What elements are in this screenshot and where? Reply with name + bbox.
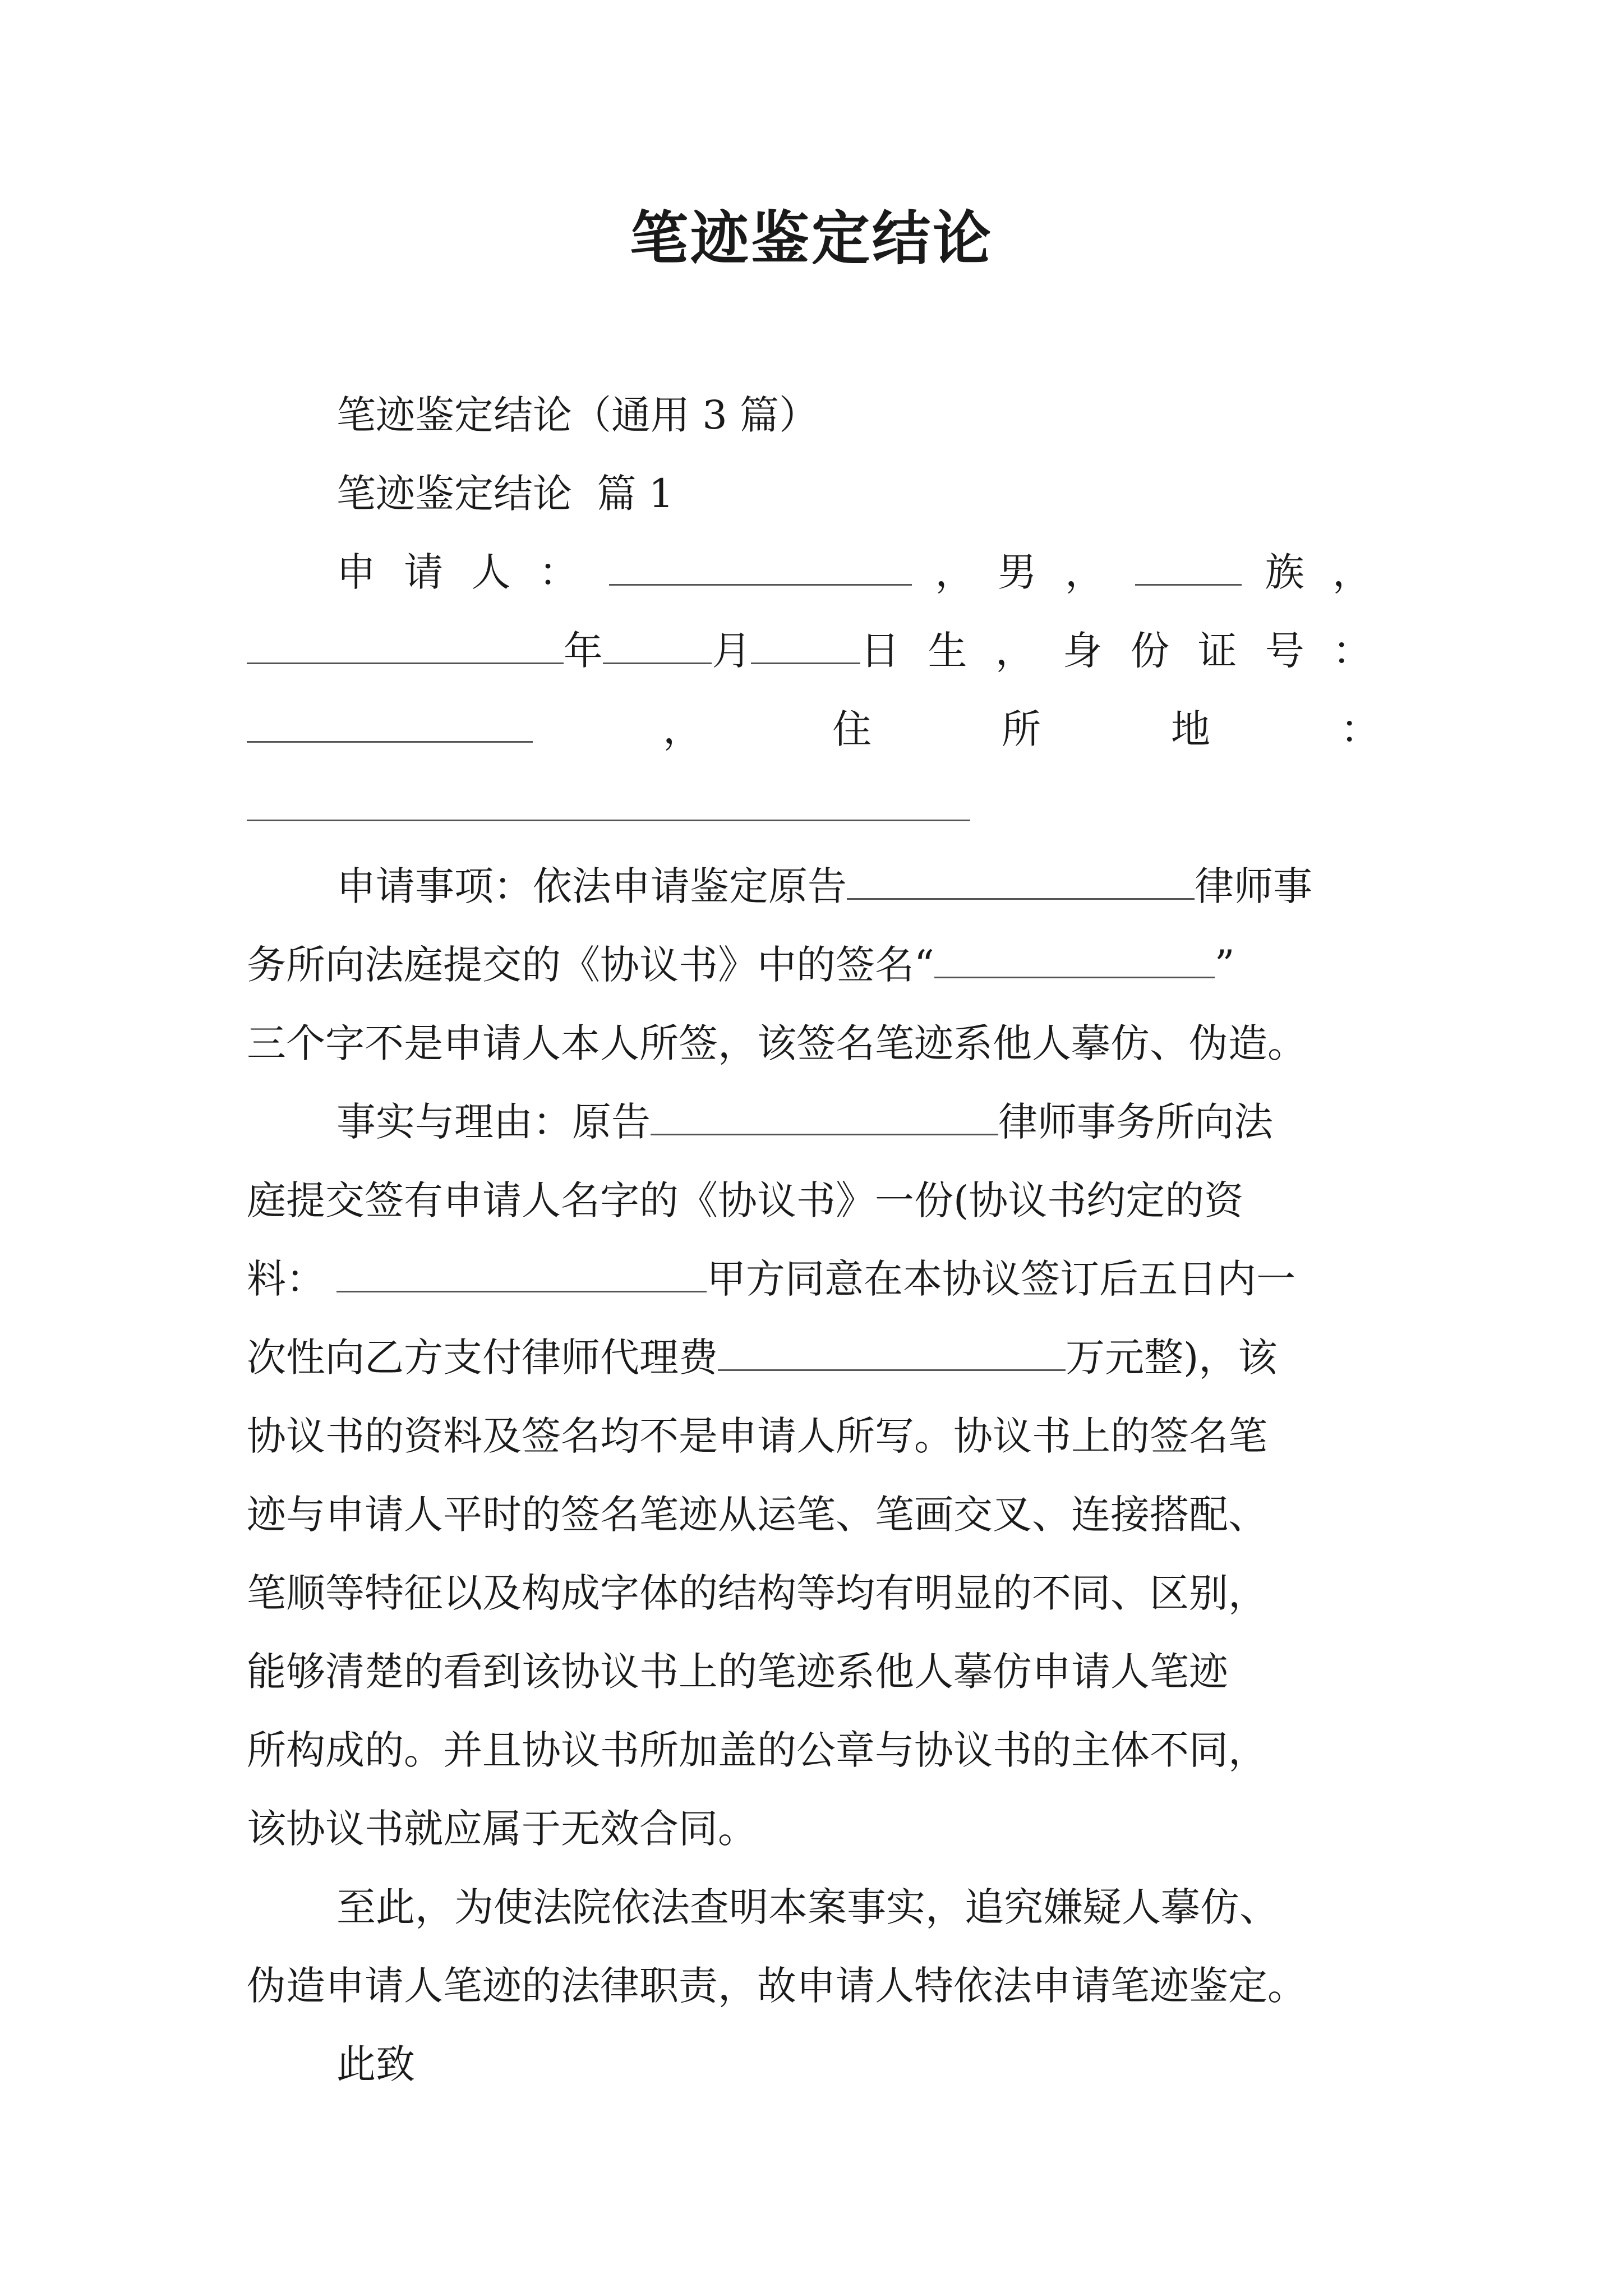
facts-text: 甲方同意在本协议签订后五日内一	[707, 1256, 1295, 1302]
facts-line-7: 笔顺等特征以及构成字体的结构等均有明显的不同、区别，	[247, 1570, 1267, 1616]
document-body	[247, 376, 1380, 2104]
request-text: 务所向法庭提交的《协议书》中的签名“	[247, 942, 934, 988]
request-line-1	[247, 847, 1380, 926]
facts-line-4	[247, 1318, 1380, 1397]
address-di: 地	[1171, 706, 1210, 752]
subtitle: 笔迹鉴定结论（通用 3 篇）	[336, 392, 819, 438]
applicant-label: 申 请 人 ：	[336, 549, 586, 595]
facts-text: 万元整)，该	[1066, 1335, 1278, 1381]
year-blank	[247, 623, 564, 664]
month-blank	[603, 623, 712, 664]
facts-text: 料：	[247, 1256, 325, 1302]
facts-line-5: 协议书的资料及签名均不是申请人所写。协议书上的签名笔	[247, 1413, 1267, 1459]
applicant-line	[247, 533, 1380, 611]
conclusion-line-2: 伪造申请人笔迹的法律职责，故申请人特依法申请笔迹鉴定。	[247, 1963, 1307, 2009]
gender-text: 男 ，	[997, 549, 1113, 595]
firm-blank	[847, 859, 1195, 900]
birth-id-text: 日 生 ， 身 份 证 号 ：	[860, 628, 1380, 674]
ethnic-text: 族 ，	[1265, 549, 1380, 595]
facts-line-10: 该协议书就应属于无效合同。	[247, 1806, 757, 1852]
birth-line	[247, 611, 1380, 690]
facts-text: 次性向乙方支付律师代理费	[247, 1335, 718, 1381]
address-comma: ，	[663, 706, 702, 752]
address-line	[247, 690, 1380, 769]
document-title: 笔迹鉴定结论	[629, 204, 993, 273]
request-line-2	[247, 926, 1380, 1004]
month-text: 月	[712, 628, 751, 674]
id-number-blank	[247, 702, 533, 743]
firm-blank-2	[651, 1094, 998, 1135]
facts-line-6: 迹与申请人平时的签名笔迹从运笔、笔画交叉、连接搭配、	[247, 1492, 1267, 1538]
facts-text: 律师事务所向法	[998, 1099, 1273, 1145]
request-text: 律师事	[1195, 863, 1312, 909]
facts-line-1	[247, 1083, 1380, 1161]
name-blank	[609, 545, 912, 586]
facts-text: 事实与理由：原告	[336, 1099, 651, 1145]
year-text: 年	[563, 628, 603, 674]
facts-line-2: 庭提交签有申请人名字的《协议书》一份(协议书约定的资	[247, 1177, 1244, 1223]
agreement-blank	[336, 1251, 707, 1292]
section-heading: 笔迹鉴定结论 篇 1	[336, 471, 674, 517]
fee-blank	[718, 1330, 1066, 1371]
signature-blank	[934, 937, 1215, 978]
day-blank	[751, 623, 860, 664]
address-zhu: 住	[832, 706, 872, 752]
conclusion-line-1: 至此，为使法院依法查明本案事实，追究嫌疑人摹仿、	[336, 1884, 1279, 1930]
address-blank	[247, 780, 970, 821]
ethnic-blank	[1135, 545, 1242, 586]
facts-line-8: 能够清楚的看到该协议书上的笔迹系他人摹仿申请人笔迹	[247, 1649, 1228, 1695]
closing-text: 此致	[336, 2041, 415, 2087]
request-text: 申请事项：依法申请鉴定原告	[336, 863, 847, 909]
address-colon: ：	[1340, 706, 1380, 752]
request-line-3: 三个字不是申请人本人所签，该签名笔迹系他人摹仿、伪造。	[247, 1020, 1307, 1066]
address-suo: 所	[1002, 706, 1041, 752]
request-text: ”	[1214, 942, 1235, 988]
comma: ，	[935, 549, 975, 595]
address-blank-line	[247, 769, 1380, 847]
facts-line-3	[247, 1240, 1380, 1318]
facts-line-9: 所构成的。并且协议书所加盖的公章与协议书的主体不同，	[247, 1727, 1267, 1773]
